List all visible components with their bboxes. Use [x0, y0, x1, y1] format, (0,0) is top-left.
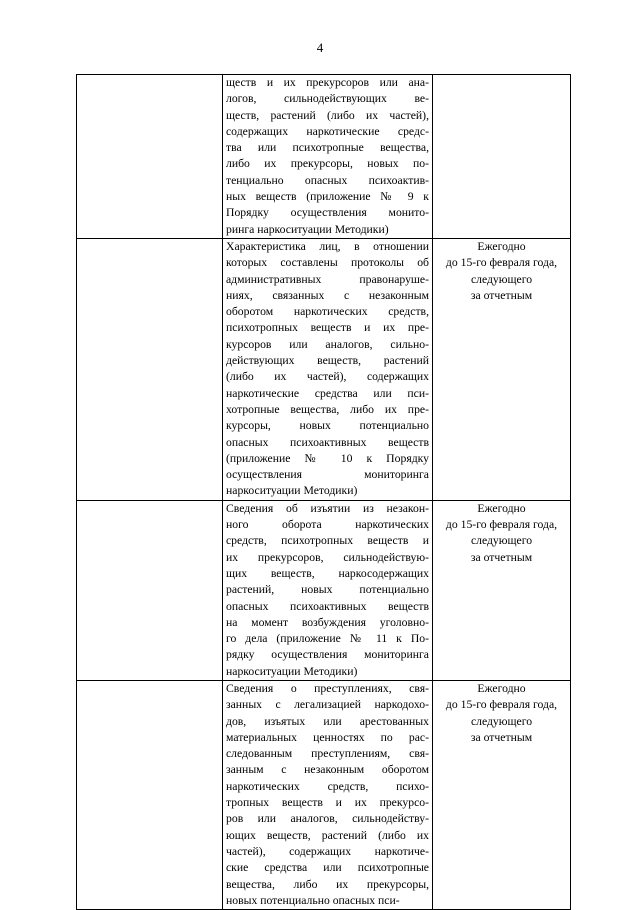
page-number: 4 — [316, 40, 324, 55]
deadline-cell — [433, 75, 571, 239]
description-line: растений, новых потенциально — [226, 583, 429, 597]
section-cell — [77, 500, 223, 680]
report-description-cell — [223, 75, 433, 239]
description-line: ществ и их прекурсоров или ана- — [226, 76, 429, 89]
description-line: наркоситуации Методики) — [226, 484, 358, 498]
description-line: средств, психотропных веществ и — [226, 534, 429, 548]
description-line: вещества, либо их прекурсоры, — [226, 877, 429, 891]
description-line: ниях, связанных с незаконным — [226, 288, 429, 302]
deadline-line: следующего — [470, 714, 533, 728]
description-line: (либо их частей), содержащих — [226, 370, 429, 384]
report-description-cell — [223, 238, 433, 500]
section-cell — [77, 75, 223, 239]
description-line: содержащих наркотические средс- — [226, 124, 429, 138]
description-line: Сведения о преступлениях, свя- — [226, 681, 429, 695]
table-row — [77, 500, 571, 680]
deadline-cell — [433, 680, 571, 909]
description-line: опасных психоактивных веществ — [226, 435, 429, 449]
description-line: щих веществ, наркосодержащих — [226, 566, 429, 580]
description-line: ного оборота наркотических — [226, 518, 429, 532]
description-line: (приложение № 10 к Порядку — [226, 451, 429, 465]
description-line: частей), содержащих наркотиче- — [226, 844, 429, 858]
description-line: занным с незаконным оборотом — [226, 763, 429, 777]
report-description-cell — [223, 680, 433, 909]
description-line: материальных ценностях по рас- — [226, 730, 429, 744]
table-body — [77, 75, 571, 910]
deadline-line: Ежегодно — [477, 501, 526, 515]
description-line: хотропные вещества, либо их пре- — [226, 402, 429, 416]
deadline-line: до 15-го февраля года, — [445, 698, 558, 712]
description-line: тва или психотропные вещества, — [226, 141, 429, 155]
deadline-line: за отчетным — [470, 288, 533, 302]
description-line: Сведения об изъятии из незакон- — [226, 501, 429, 515]
description-line: новых потенциально опасных пси- — [226, 893, 400, 907]
deadline-line: Ежегодно — [477, 239, 526, 253]
deadline-line: Ежегодно — [477, 681, 526, 695]
table-row — [77, 238, 571, 500]
description-line: следованным преступлениям, свя- — [226, 747, 429, 761]
description-line: Характеристика лиц, в отношении — [226, 239, 429, 253]
description-line: тенциально опасных психоактив- — [226, 173, 429, 187]
deadline-cell — [433, 238, 571, 500]
description-line: психотропных веществ и их пре- — [226, 321, 429, 335]
description-line: опасных психоактивных веществ — [226, 599, 429, 613]
description-line: логов, сильнодействующих ве- — [226, 92, 429, 106]
description-line: наркотические средства или пси- — [226, 386, 429, 400]
description-line: курсоров или аналогов, сильно- — [226, 337, 429, 351]
description-line: тропных веществ и их прекурсо- — [226, 796, 429, 810]
description-line: наркотических средств, психо- — [226, 779, 429, 793]
description-line: ющих веществ, растений (либо их — [226, 828, 429, 842]
description-line: оборотом наркотических средств, — [226, 305, 429, 319]
description-line: их прекурсоров, сильнодействую- — [226, 550, 429, 564]
description-line: на момент возбуждения уголовно- — [226, 615, 429, 629]
deadline-line: за отчетным — [470, 730, 533, 744]
deadline-line: следующего — [470, 272, 533, 286]
deadline-line: до 15-го февраля года, — [445, 518, 558, 532]
section-cell — [77, 680, 223, 909]
description-line: рядку осуществления мониторинга — [226, 648, 429, 662]
description-line: осуществления мониторинга — [226, 468, 429, 482]
report-description-cell — [223, 500, 433, 680]
description-line: занных с легализацией наркодохо- — [226, 698, 429, 712]
description-line: ские средства или психотропные — [226, 861, 429, 875]
description-line: Порядку осуществления монито- — [226, 206, 429, 220]
description-line: которых составлены протоколы об — [226, 256, 429, 270]
description-line: действующих веществ, растений — [226, 354, 429, 368]
description-line: ров или аналогов, сильнодейству- — [226, 812, 429, 826]
deadline-line: за отчетным — [470, 550, 533, 564]
section-cell — [77, 238, 223, 500]
description-line: го дела (приложение № 11 к По- — [226, 632, 429, 646]
table-row — [77, 75, 571, 239]
description-line: наркоситуации Методики) — [226, 664, 358, 678]
description-line: ществ, растений (либо их частей), — [226, 108, 429, 122]
description-line: дов, изъятых или арестованных — [226, 714, 429, 728]
description-line: ных веществ (приложение № 9 к — [226, 190, 429, 204]
deadline-line: следующего — [470, 534, 533, 548]
description-line: курсоры, новых потенциально — [226, 419, 429, 433]
table-row — [77, 680, 571, 909]
monitoring-table — [76, 74, 571, 910]
description-line: административных правонаруше- — [226, 272, 429, 286]
description-line: ринга наркоситуации Методики) — [226, 222, 389, 236]
deadline-line: до 15-го февраля года, — [445, 256, 558, 270]
description-line: либо их прекурсоры, новых по- — [226, 157, 429, 171]
deadline-cell — [433, 500, 571, 680]
